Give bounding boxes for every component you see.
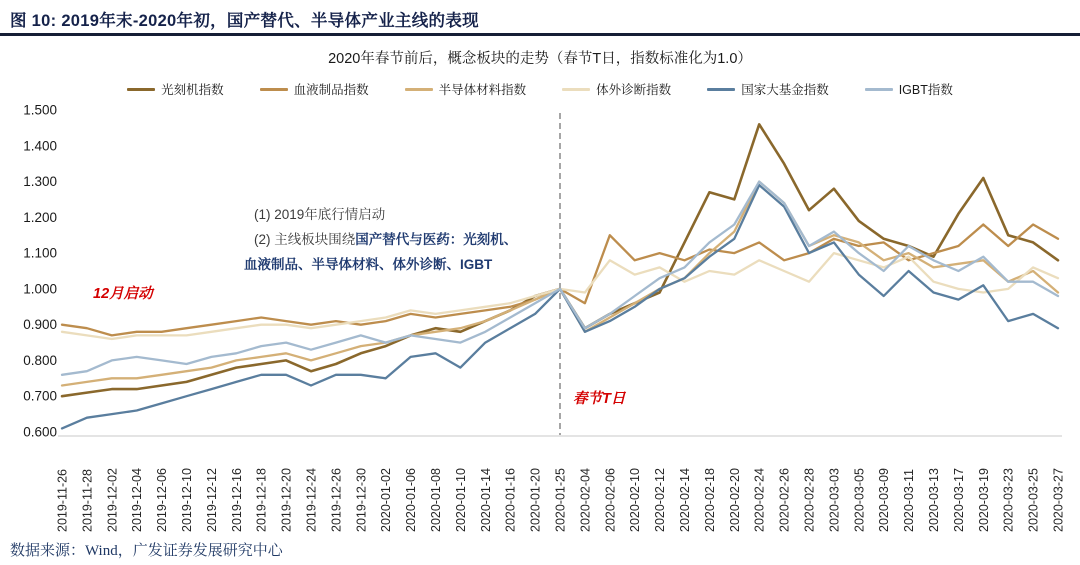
chart-subtitle: 2020年春节前后，概念板块的走势（春节T日，指数标准化为1.0） — [328, 51, 752, 67]
annotation-december-start: 12月启动 — [93, 286, 153, 302]
x-axis-tick-label: 2020-03-25 — [1026, 468, 1041, 532]
annotation-spring-festival-t-day: 春节T日 — [573, 391, 626, 407]
x-axis-tick-label: 2020-02-14 — [678, 468, 692, 532]
note-line-2-prefix: (2) 主线板块围绕 — [254, 232, 356, 247]
x-axis-tick-label: 2020-01-02 — [379, 468, 394, 532]
legend-label: 半导体材料指数 — [438, 83, 527, 97]
x-axis-tick-label: 2020-02-10 — [628, 468, 643, 532]
figure-title: 图 10: 2019年末-2020年初，国产替代、半导体产业主线的表现 — [10, 12, 479, 30]
y-axis-tick-label: 1.000 — [23, 281, 57, 297]
x-axis-tick-label: 2020-03-27 — [1051, 468, 1066, 532]
legend-label: IGBT指数 — [898, 83, 953, 97]
y-axis-tick-label: 0.800 — [23, 352, 57, 368]
x-axis-tick-label: 2020-01-14 — [478, 468, 493, 532]
x-axis-tick-label: 2019-12-06 — [155, 468, 170, 532]
y-axis-tick-label: 1.100 — [23, 245, 57, 261]
x-axis-tick-label: 2020-02-28 — [802, 468, 817, 532]
x-axis-tick-label: 2020-01-16 — [503, 468, 518, 532]
x-axis-tick-label: 2020-03-13 — [927, 468, 941, 532]
note-line-3: 血液制品、半导体材料、体外诊断、IGBT — [244, 257, 493, 272]
x-axis-tick-label: 2020-01-20 — [528, 468, 543, 532]
x-axis-tick-label: 2020-02-24 — [752, 468, 767, 532]
x-axis-tick-label: 2020-03-03 — [827, 468, 842, 532]
x-axis-tick-label: 2019-12-12 — [204, 468, 219, 532]
y-axis-tick-label: 0.700 — [23, 388, 57, 404]
x-axis-tick-label: 2019-12-24 — [304, 468, 319, 532]
y-axis-tick-label: 1.400 — [23, 138, 57, 154]
data-source: 数据来源：Wind，广发证券发展研究中心 — [10, 543, 283, 559]
note-line-2 — [244, 227, 544, 252]
x-axis-tick-label: 2019-12-18 — [254, 468, 269, 532]
x-axis-tick-label: 2020-02-20 — [727, 468, 742, 532]
note-line-2-bold: 国产替代与医药：光刻机、 — [355, 232, 518, 247]
x-axis-tick-label: 2019-12-26 — [329, 468, 344, 532]
y-axis-tick-label: 1.300 — [23, 174, 57, 190]
note-line-1: (1) 2019年底行情启动 — [254, 207, 386, 222]
x-axis-tick-label: 2020-01-08 — [429, 468, 443, 532]
x-axis-tick-label: 2020-03-19 — [976, 468, 991, 532]
x-axis-tick-label: 2019-12-30 — [354, 468, 369, 532]
x-axis-tick-label: 2020-02-04 — [578, 468, 593, 532]
x-axis-tick-label: 2020-03-17 — [951, 468, 966, 532]
x-axis-tick-label: 2020-03-05 — [852, 468, 867, 532]
x-axis-tick-label: 2020-01-25 — [553, 468, 568, 532]
x-axis-tick-label: 2020-02-26 — [777, 468, 792, 532]
x-axis-tick-label: 2019-11-28 — [80, 468, 95, 532]
legend-label: 国家大基金指数 — [741, 83, 829, 97]
x-axis-tick-label: 2020-02-18 — [702, 468, 717, 532]
x-axis-tick-label: 2019-12-16 — [229, 468, 244, 532]
x-axis-tick-label: 2019-12-20 — [279, 468, 294, 532]
x-axis-tick-label: 2019-12-04 — [130, 468, 145, 532]
y-axis-tick-label: 0.600 — [23, 424, 57, 440]
legend-label: 血液制品指数 — [293, 83, 369, 97]
x-axis-tick-label: 2019-12-02 — [105, 468, 120, 532]
legend-label: 光刻机指数 — [161, 83, 224, 97]
legend-label: 体外诊断指数 — [596, 83, 672, 97]
x-axis-tick-label: 2020-02-12 — [653, 468, 668, 532]
x-axis-tick-label: 2020-01-10 — [453, 468, 468, 532]
x-axis-tick-label: 2020-03-23 — [1001, 468, 1016, 532]
x-axis-tick-label: 2019-12-10 — [180, 468, 194, 532]
y-axis-tick-label: 1.500 — [23, 102, 57, 118]
x-axis-tick-label: 2020-03-09 — [877, 468, 892, 532]
x-axis-tick-label: 2020-01-06 — [404, 468, 419, 532]
x-axis-tick-label: 2019-11-26 — [55, 468, 70, 532]
x-axis-tick-label: 2020-03-11 — [902, 468, 917, 532]
x-axis-tick-label: 2020-02-06 — [603, 468, 618, 532]
y-axis-tick-label: 1.200 — [23, 209, 57, 225]
y-axis-tick-label: 0.900 — [23, 317, 57, 333]
annotation-note — [244, 202, 544, 277]
